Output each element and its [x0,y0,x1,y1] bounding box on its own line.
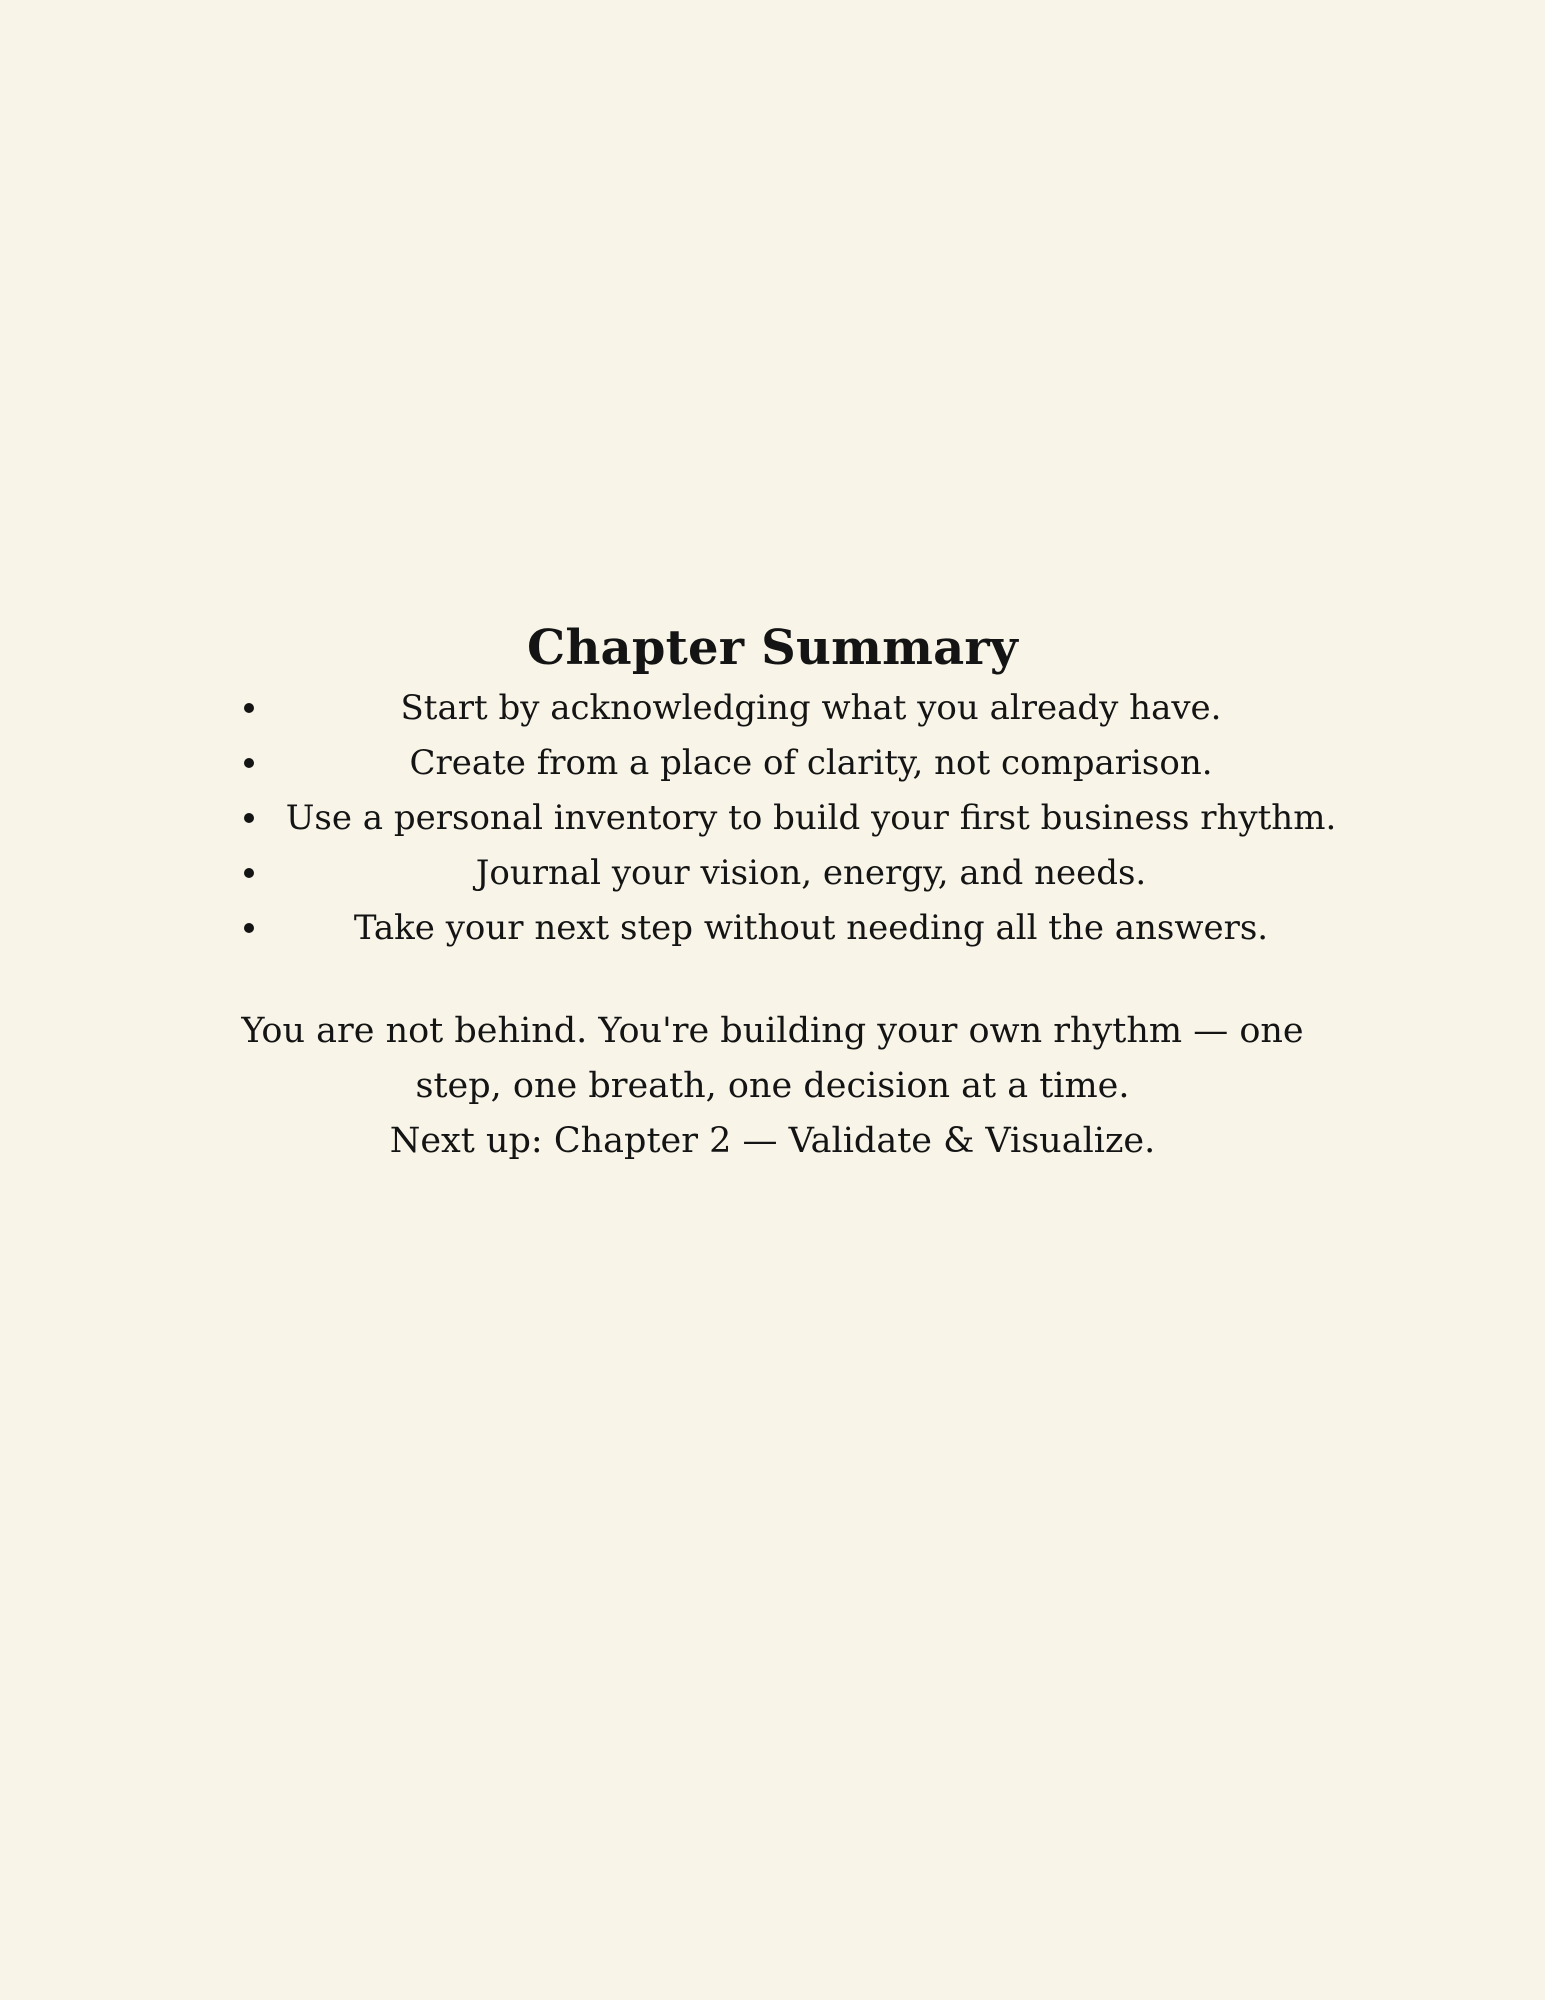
chapter-summary-section [0,615,1545,1169]
summary-list-item [0,791,1545,846]
closing-paragraph: You are not behind. You're building your own rhythm — one step, one breath, one decision at a time. [241,1011,1304,1106]
summary-list-item [0,846,1545,901]
summary-item-text: Start by acknowledging what you already have. [400,688,1222,728]
summary-list [0,681,1545,956]
summary-list-item [0,901,1545,956]
summary-item-text: Take your next step without needing all the answers. [353,908,1269,948]
summary-list-item [0,681,1545,736]
next-up-text: Next up: Chapter 2 — Validate & Visualize. [389,1121,1156,1161]
summary-item-text: Create from a place of clarity, not comparison. [409,743,1213,783]
summary-item-text: Use a personal inventory to build your first business rhythm. [285,798,1337,838]
summary-item-text: Journal your vision, energy, and needs. [475,853,1147,893]
chapter-summary-title: Chapter Summary [527,620,1018,676]
summary-list-item [0,736,1545,791]
